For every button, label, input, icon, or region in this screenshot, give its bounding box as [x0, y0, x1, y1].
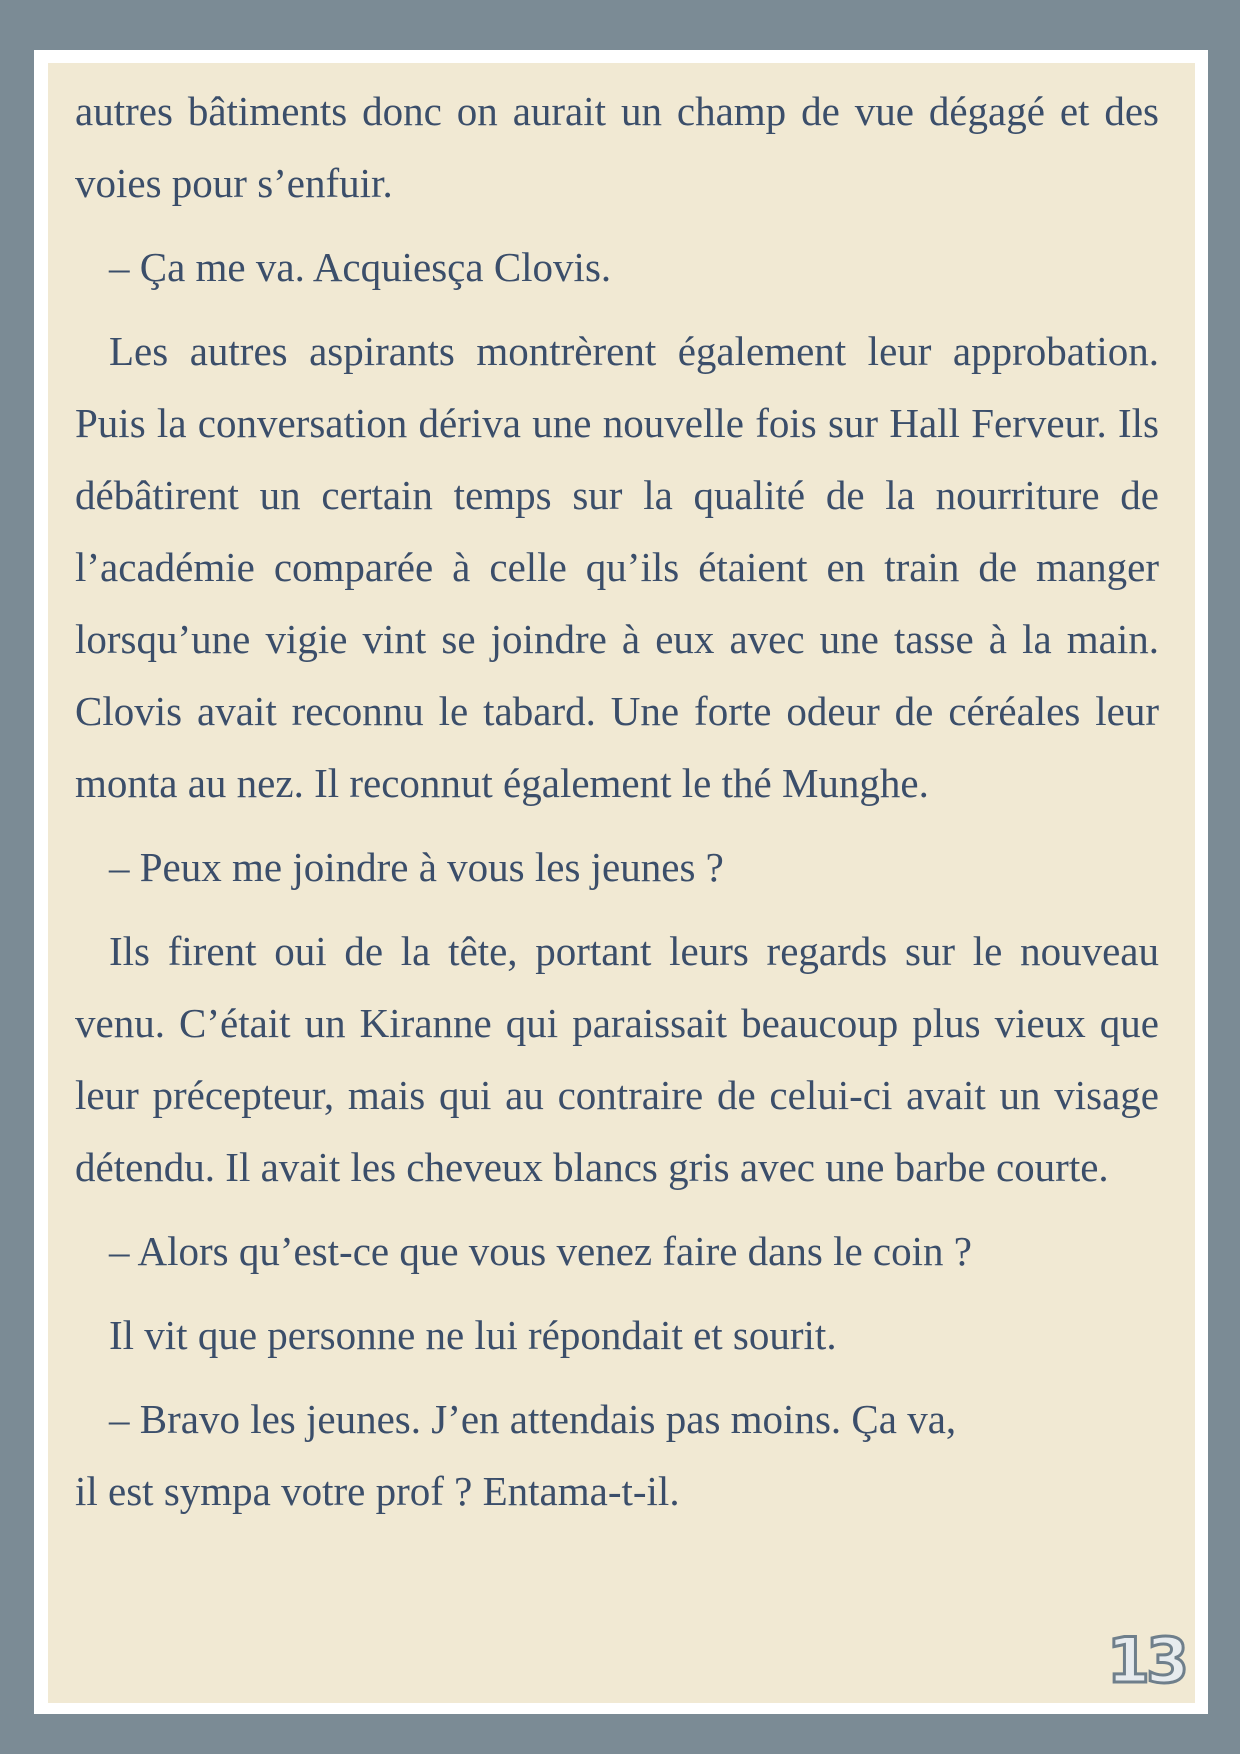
- paragraph: Les autres aspirants montrèrent également leur approbation. Puis la conversation dériva une nouvelle fois sur Hall Ferveur. Ils débâtirent un certain temps sur la qualité de la nourriture de l’académie comparée à celle qu’ils étaient en train de manger lorsqu’une vigie vint se joindre à eux avec une tasse à la main. Clovis avait reconnu le tabard. Une forte odeur de céréales leur monta au nez. Il reconnut également le thé Munghe.: [75, 328, 1159, 806]
- page-number: 13: [1106, 1624, 1186, 1697]
- paragraph: Ils firent oui de la tête, portant leurs regards sur le nouveau venu. C’était un Kiranne qui paraissait beaucoup plus vieux que leur précepteur, mais qui au contraire de celui-ci avait un visage détendu. Il avait les cheveux blancs gris avec une barbe courte.: [75, 928, 1159, 1190]
- dialogue-line-final-part1: – Bravo les jeunes. J’en attendais pas moins. Ça va,: [109, 1396, 957, 1442]
- dialogue-line-final-part2: il est sympa votre prof ? Entama-t-il.: [75, 1468, 680, 1514]
- dialogue-line: – Peux me joindre à vous les jeunes ?: [109, 844, 724, 890]
- page-text: [75, 75, 1159, 1527]
- dialogue-line: – Alors qu’est-ce que vous venez faire dans le coin ?: [109, 1228, 972, 1274]
- dialogue-line: – Ça me va. Acquiesça Clovis.: [109, 244, 612, 290]
- paragraph: Il vit que personne ne lui répondait et sourit.: [109, 1312, 837, 1358]
- dialogue-line-final: [75, 1383, 1159, 1527]
- paragraph-continued: autres bâtiments donc on aurait un champ de vue dégagé et des voies pour s’enfuir.: [75, 88, 1159, 206]
